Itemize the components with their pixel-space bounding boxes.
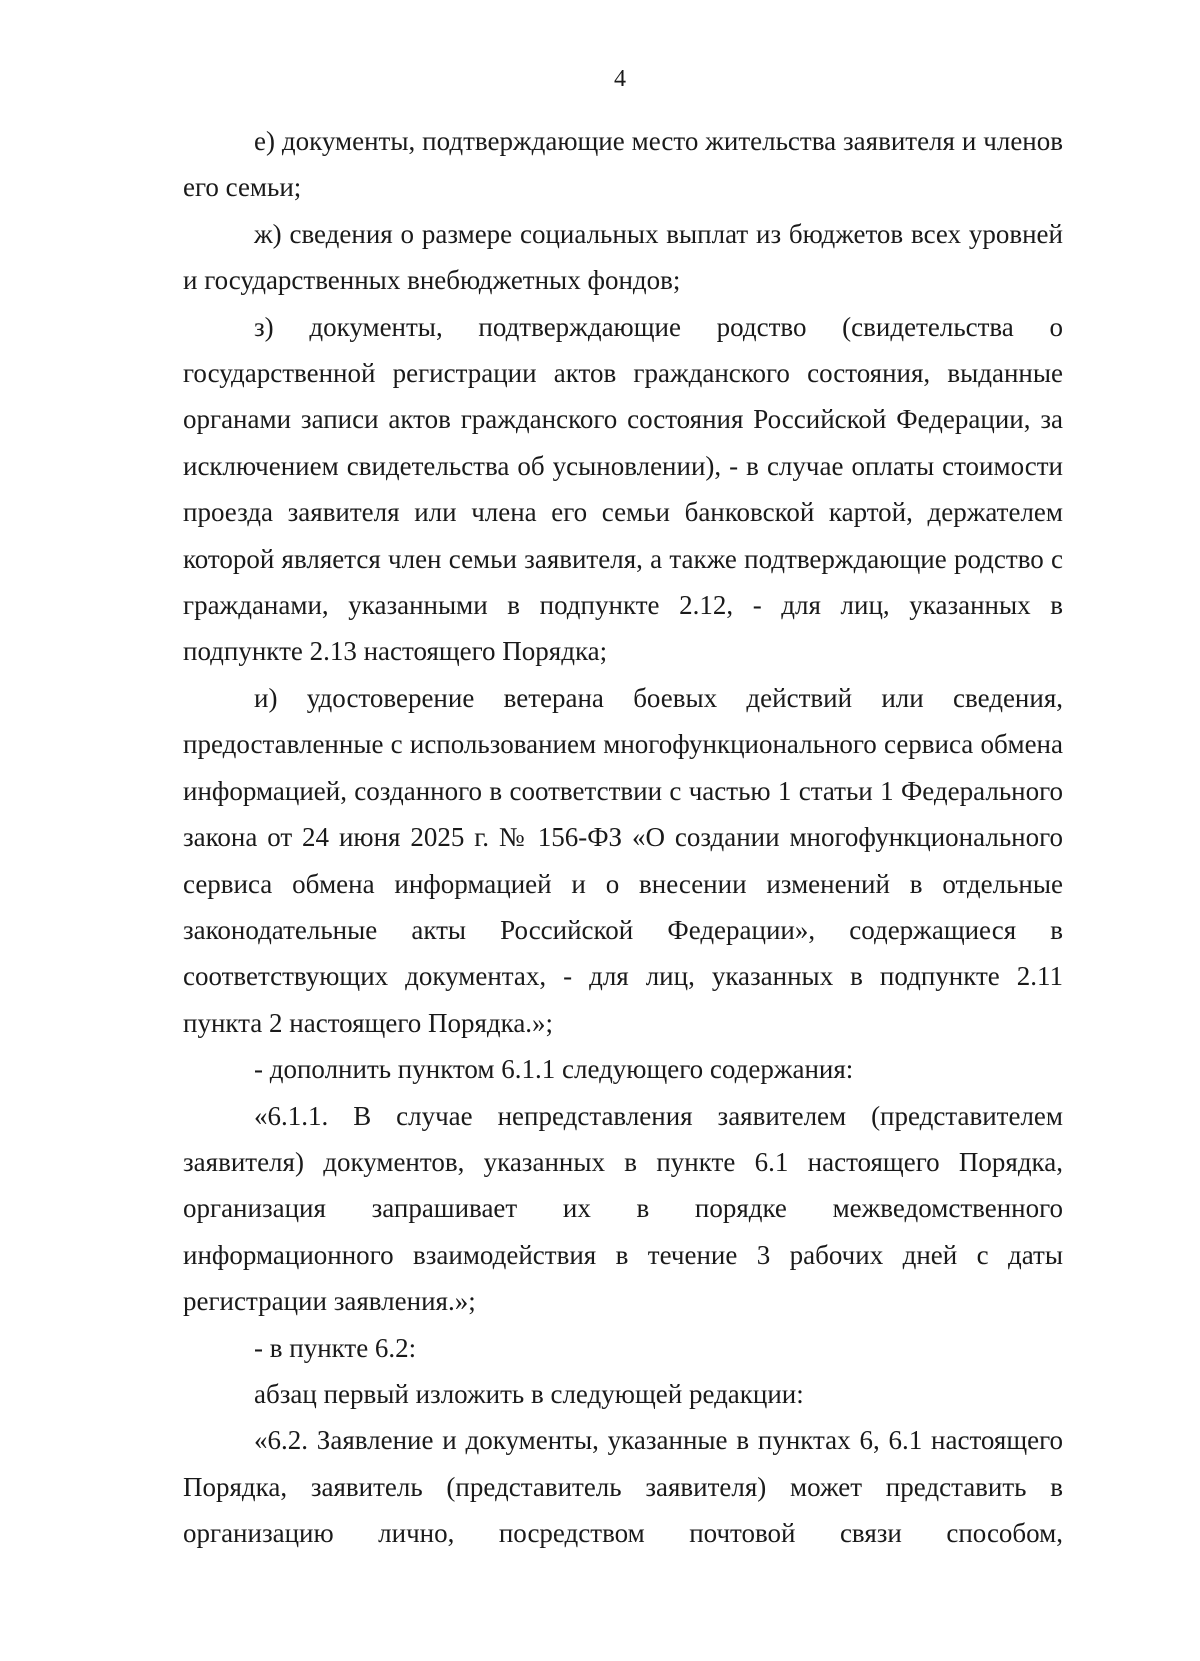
paragraph-6-1-1: «6.1.1. В случае непредставления заявителем (представителем заявителя) документов, указанных в пункте 6.1 настоящего Порядка, организация запрашивает их в порядке межведомственного информационного взаимодействия в течение 3 рабочих дней с даты регистрации заявления.»;	[183, 1100, 1063, 1317]
paragraph-6-2: «6.2. Заявление и документы, указанные в пунктах 6, 6.1 настоящего Порядка, заявитель (представитель заявителя) может представить в организацию лично, посредством почтовой связи способом,	[183, 1425, 1063, 1549]
document-body	[183, 118, 1063, 1557]
paragraph-zh: ж) сведения о размере социальных выплат из бюджетов всех уровней и государственных внебюджетных фондов;	[183, 218, 1063, 296]
paragraph-first-abzac: абзац первый изложить в следующей редакции:	[254, 1378, 804, 1409]
paragraph-i: и) удостоверение ветерана боевых действий или сведения, предоставленные с использованием многофункционального сервиса обмена информацией, созданного в соответствии с частью 1 статьи 1 Федерального закона от 24 июня 2025 г. № 156-ФЗ «О создании многофункционального сервиса обмена информацией и о внесении изменений в отдельные законодательные акты Российской Федерации», содержащиеся в соответствующих документах, - для лиц, указанных в подпункте 2.11 пункта 2 настоящего Порядка.»;	[183, 682, 1063, 1038]
paragraph-add-6-1-1: - дополнить пунктом 6.1.1 следующего содержания:	[254, 1054, 854, 1085]
paragraph-e: е) документы, подтверждающие место жительства заявителя и членов его семьи;	[183, 126, 1063, 203]
page-number: 4	[614, 66, 626, 92]
paragraph-z: з) документы, подтверждающие родство (свидетельства о государственной регистрации актов гражданского состояния, выданные органами записи актов гражданского состояния Российской Федерации, за исключением свидетельства об усыновлении), - в случае оплаты стоимости проезда заявителя или члена его семьи банковской картой, держателем которой является член семьи заявителя, а также подтверждающие родство с гражданами, указанными в подпункте 2.12, - для лиц, указанных в подпункте 2.13 настоящего Порядка;	[183, 311, 1063, 667]
paragraph-in-6-2: - в пункте 6.2:	[254, 1332, 417, 1363]
